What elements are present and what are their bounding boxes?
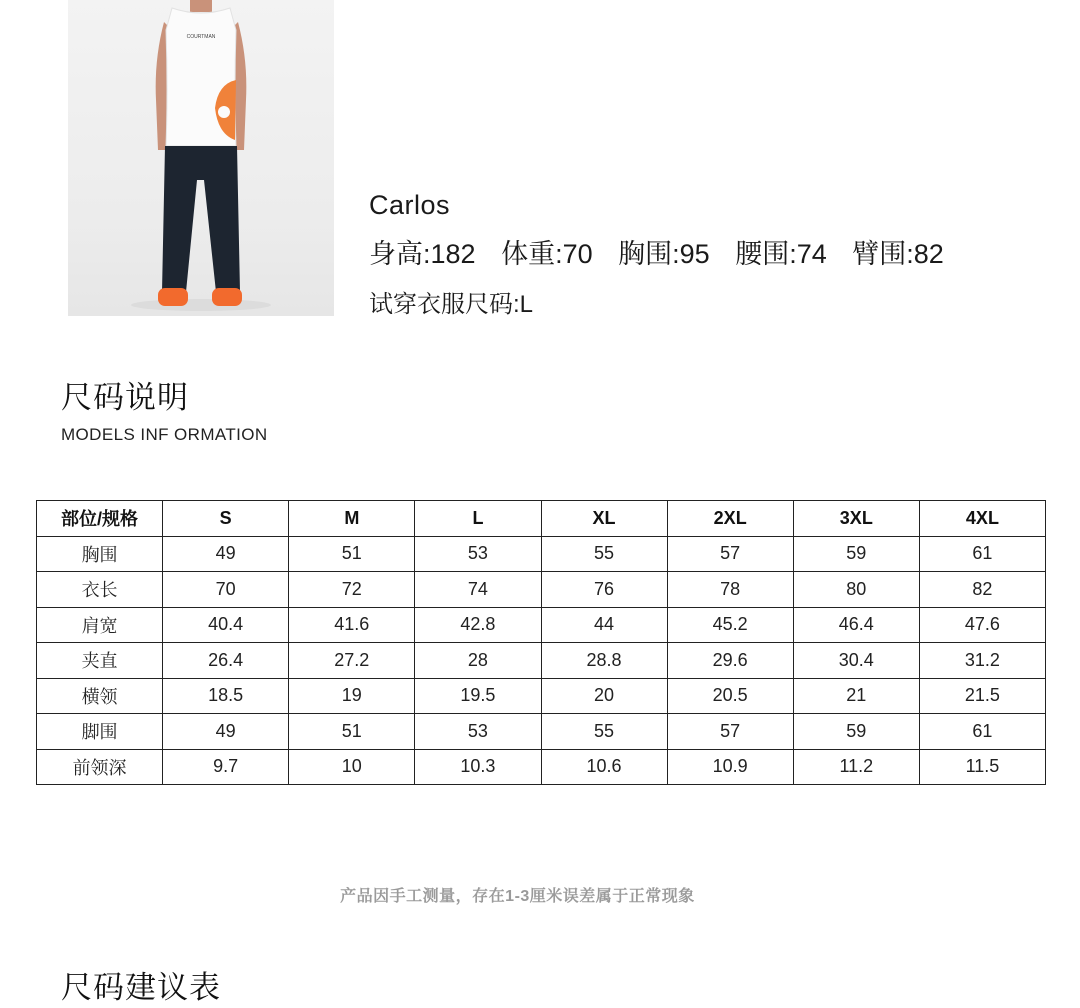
table-row-label: 胸围 [37, 536, 163, 572]
table-cell: 47.6 [919, 607, 1045, 643]
table-cell: 27.2 [289, 643, 415, 679]
table-header-row [37, 501, 1046, 537]
table-body [37, 536, 1046, 785]
table-row-label: 肩宽 [37, 607, 163, 643]
table-cell: 19 [289, 678, 415, 714]
table-cell: 70 [163, 572, 289, 608]
table-cell: 59 [793, 536, 919, 572]
table-cell: 44 [541, 607, 667, 643]
table-cell: 40.4 [163, 607, 289, 643]
table-cell: 45.2 [667, 607, 793, 643]
table-header-cell: S [163, 501, 289, 537]
table-row [37, 678, 1046, 714]
model-height: 身高:182 [369, 239, 476, 269]
table-cell: 21 [793, 678, 919, 714]
measurement-note: 产品因手工测量，存在1-3厘米误差属于正常现象 [340, 888, 695, 905]
table-row [37, 607, 1046, 643]
table-cell: 59 [793, 714, 919, 750]
table-cell: 57 [667, 536, 793, 572]
table-cell: 42.8 [415, 607, 541, 643]
model-name: Carlos [369, 190, 451, 220]
table-cell: 61 [919, 714, 1045, 750]
table-cell: 76 [541, 572, 667, 608]
table-cell: 46.4 [793, 607, 919, 643]
size-chart-table [36, 500, 1046, 785]
table-cell: 21.5 [919, 678, 1045, 714]
table-header-cell: 3XL [793, 501, 919, 537]
model-chest: 胸围:95 [618, 239, 710, 269]
table-header-cell: L [415, 501, 541, 537]
table-cell: 28.8 [541, 643, 667, 679]
table-cell: 55 [541, 536, 667, 572]
table-cell: 28 [415, 643, 541, 679]
model-arm: 臂围:82 [852, 239, 944, 269]
table-cell: 53 [415, 714, 541, 750]
table-cell: 10 [289, 749, 415, 785]
table-cell: 20.5 [667, 678, 793, 714]
table-row [37, 714, 1046, 750]
table-cell: 53 [415, 536, 541, 572]
table-cell: 10.6 [541, 749, 667, 785]
table-cell: 31.2 [919, 643, 1045, 679]
table-cell: 57 [667, 714, 793, 750]
size-suggestion-title: 尺码建议表 [61, 970, 221, 1005]
table-header-cell: 2XL [667, 501, 793, 537]
table-row-label: 夹直 [37, 643, 163, 679]
table-cell: 51 [289, 714, 415, 750]
table-header-cell: 部位/规格 [37, 501, 163, 537]
model-stats [369, 237, 944, 271]
table-cell: 9.7 [163, 749, 289, 785]
table-row [37, 749, 1046, 785]
table-cell: 51 [289, 536, 415, 572]
table-cell: 18.5 [163, 678, 289, 714]
table-cell: 49 [163, 536, 289, 572]
table-header-cell: M [289, 501, 415, 537]
table-cell: 19.5 [415, 678, 541, 714]
table-cell: 78 [667, 572, 793, 608]
table-header-cell: 4XL [919, 501, 1045, 537]
table-row-label: 横领 [37, 678, 163, 714]
table-row [37, 572, 1046, 608]
model-info [369, 188, 944, 322]
model-waist: 腰围:74 [735, 239, 827, 269]
table-row-label: 衣长 [37, 572, 163, 608]
model-figure-illustration [68, 0, 334, 316]
size-section-title: 尺码说明 [61, 380, 189, 415]
table-cell: 49 [163, 714, 289, 750]
table-cell: 10.9 [667, 749, 793, 785]
table-cell: 61 [919, 536, 1045, 572]
table-cell: 11.2 [793, 749, 919, 785]
model-weight: 体重:70 [501, 239, 593, 269]
shirt-print-text: COURTMAN [186, 34, 216, 40]
table-cell: 20 [541, 678, 667, 714]
table-cell: 74 [415, 572, 541, 608]
table-row-label: 脚围 [37, 714, 163, 750]
table-cell: 80 [793, 572, 919, 608]
model-trial-size: 试穿衣服尺码:L [369, 291, 534, 318]
table-row [37, 536, 1046, 572]
table-cell: 11.5 [919, 749, 1045, 785]
table-cell: 55 [541, 714, 667, 750]
model-photo [68, 0, 334, 316]
table-cell: 10.3 [415, 749, 541, 785]
table-cell: 26.4 [163, 643, 289, 679]
table-cell: 29.6 [667, 643, 793, 679]
size-section-subtitle: MODELS INF ORMATION [61, 425, 268, 444]
table-cell: 30.4 [793, 643, 919, 679]
table-cell: 82 [919, 572, 1045, 608]
table-header-cell: XL [541, 501, 667, 537]
table-row [37, 643, 1046, 679]
table-cell: 72 [289, 572, 415, 608]
table-cell: 41.6 [289, 607, 415, 643]
table-row-label: 前领深 [37, 749, 163, 785]
